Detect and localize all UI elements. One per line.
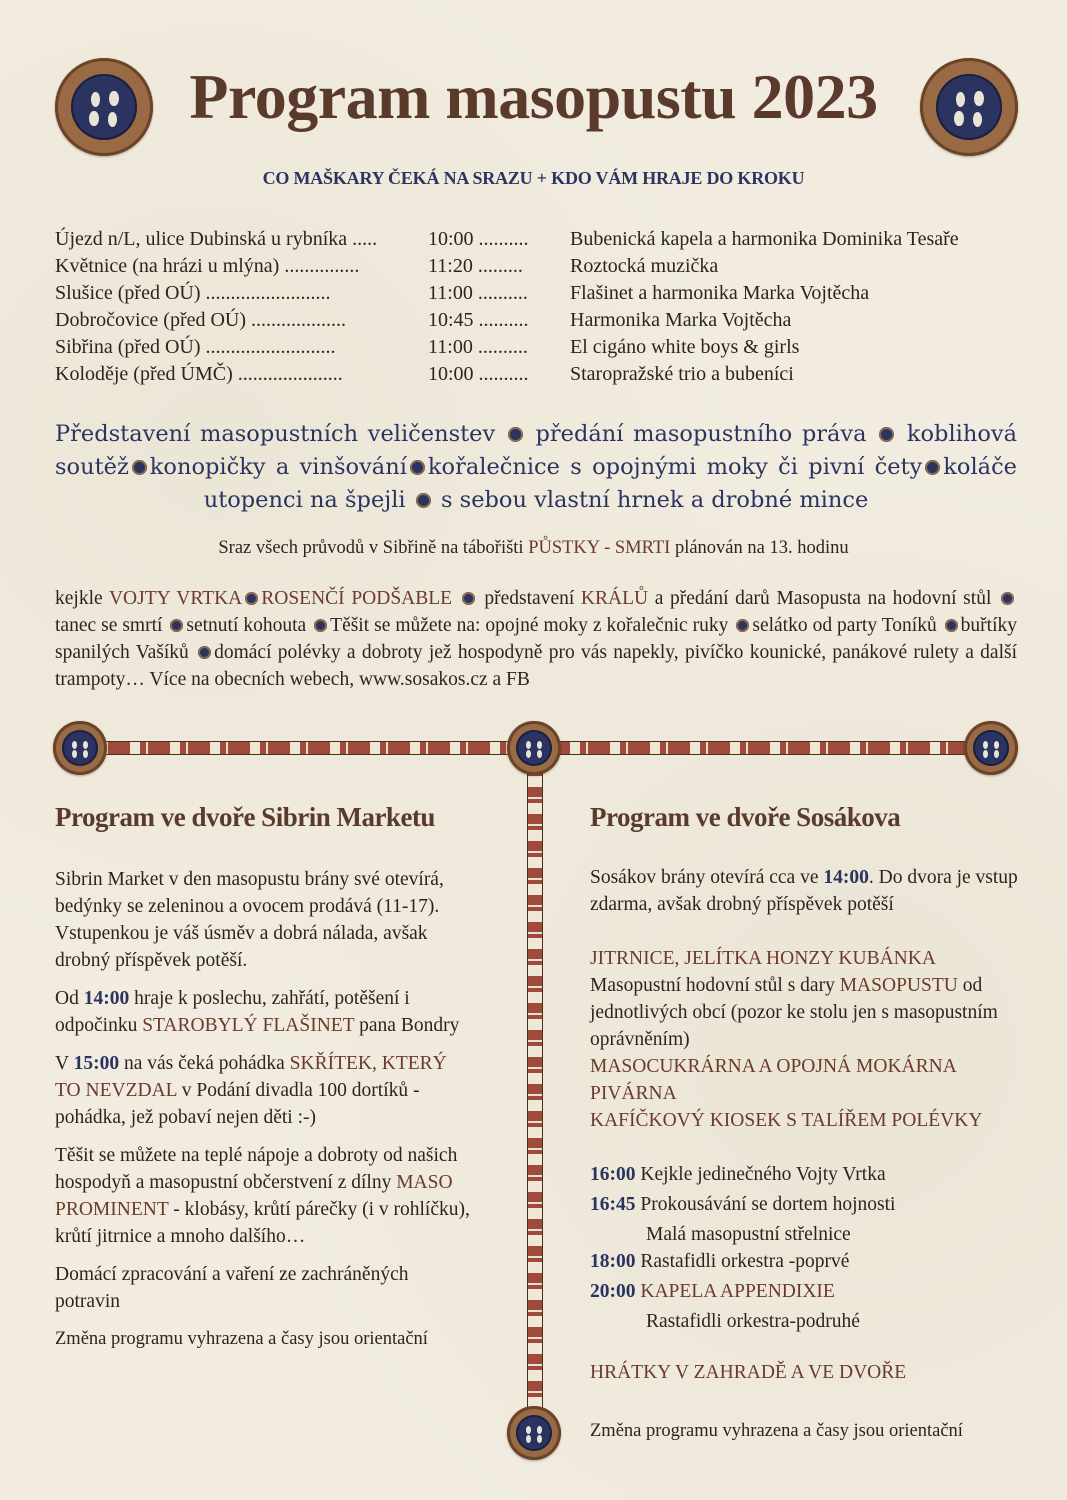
button-bullet-icon: [879, 427, 894, 442]
text: hraje k poslechu, zahřátí, potěšení i odpočinku: [55, 988, 410, 1036]
meeting-point-line: [0, 538, 1067, 559]
text: V: [55, 1053, 74, 1074]
text: Těšit se můžete na teplé nápoje a dobroty od našich hospodyň a masopustní občerstvení z dílny: [55, 1145, 458, 1193]
button-bullet-icon: [198, 646, 211, 659]
highlight-item: konopičky a vinšování: [149, 454, 407, 480]
left-column: [55, 866, 475, 1364]
highlight: MASO PROMINENT: [55, 1172, 453, 1220]
schedule-place: Újezd n/L, ulice Dubinská u rybníka .....: [55, 228, 378, 250]
event-extra: Malá masopustní střelnice: [646, 1224, 851, 1245]
highlight: SKŘÍTEK, KTERÝ TO NEVZDAL: [55, 1053, 447, 1101]
schedule-row: [55, 282, 1035, 309]
highlight-item: Představení masopustních veličenstev: [55, 421, 496, 447]
schedule-place: Sibřina (před OÚ) ..........................: [55, 336, 336, 358]
schedule-time: 11:00 ..........: [428, 282, 528, 304]
text: pana Bondry: [354, 1015, 460, 1036]
highlight-item: s sebou vlastní hrnek a drobné mince: [440, 487, 869, 513]
schedule-place: Slušice (před OÚ) .........................: [55, 282, 331, 304]
text: Sosákov brány otevírá cca ve: [590, 867, 824, 888]
button-decoration-center: [507, 721, 561, 775]
button-bullet-icon: [416, 493, 431, 508]
event-text: Prokousávání se dortem hojnosti: [635, 1194, 896, 1215]
right-column: [590, 864, 1020, 1445]
button-bullet-icon: [945, 619, 958, 632]
button-bullet-icon: [132, 460, 147, 475]
text: buřtíky spanilých Vašíků: [55, 615, 1018, 663]
schedule-row: [55, 363, 1035, 390]
right-highlight: KAFÍČKOVÝ KIOSEK S TALÍŘEM POLÉVKY: [590, 1110, 983, 1131]
schedule-row: [55, 255, 1035, 282]
event-extra: Rastafidli orkestra-podruhé: [646, 1311, 860, 1332]
schedule-time: 10:00 ..........: [428, 228, 529, 250]
event-item: [590, 1191, 1020, 1218]
text: Masopustní hodovní stůl s dary: [590, 975, 840, 996]
sraz-text-end: plánován na 13. hodinu: [670, 538, 849, 558]
page-title: Program masopustu 2023: [189, 61, 878, 132]
schedule-band: Harmonika Marka Vojtěcha: [570, 309, 792, 331]
highlight-item: kořalečnice s opojnými moky či pivní čety: [427, 454, 923, 480]
button-bullet-icon: [462, 592, 475, 605]
right-highlight: HRÁTKY V ZAHRADĚ A VE DVOŘE: [590, 1362, 907, 1383]
event-time: 16:00: [590, 1164, 636, 1185]
time: 14:00: [823, 867, 869, 888]
event-item: [590, 1248, 1020, 1275]
schedule-row: [55, 228, 1035, 255]
sraz-place: PŮSTKY - SMRTI: [528, 538, 671, 558]
button-decoration-bottom: [507, 1406, 561, 1460]
event-text: Kejkle jedinečného Vojty Vrtka: [635, 1164, 886, 1185]
event-item: [590, 1161, 1020, 1188]
highlight: VOJTY VRTKA: [108, 588, 243, 609]
highlight-item: koláče utopenci na špejli: [203, 454, 1017, 513]
button-bullet-icon: [410, 460, 425, 475]
highlight: KRÁLŮ: [580, 588, 649, 609]
text: selátko od party Toníků: [752, 615, 942, 636]
left-column-title: Program ve dvoře Sibrin Marketu: [55, 802, 435, 832]
program-paragraph: [55, 585, 1017, 693]
button-bullet-icon: [736, 619, 749, 632]
event-text: Rastafidli orkestra -poprvé: [635, 1251, 850, 1272]
text: v Podání divadla 100 dortíků - pohádka, jež pobaví nejen děti :-): [55, 1080, 420, 1128]
button-bullet-icon: [170, 619, 183, 632]
schedule-time: 11:00 ..........: [428, 336, 528, 358]
schedule-band: El cigáno white boys & girls: [570, 336, 800, 358]
right-column-title: Program ve dvoře Sosákova: [590, 802, 901, 832]
text: . Do dvora je vstup zdarma, avšak drobný příspěvek potěší: [590, 867, 1018, 915]
event-time: 16:45: [590, 1194, 636, 1215]
subtitle: CO MAŠKARY ČEKÁ NA SRAZU + KDO VÁM HRAJE DO KROKU: [262, 168, 805, 188]
left-paragraph: Domácí zpracování a vaření ze zachráněných potravin: [55, 1264, 409, 1312]
button-bullet-icon: [508, 427, 523, 442]
highlight: ROSENČÍ PODŠABLE: [261, 588, 453, 609]
text: Těšit se můžete na: opojné moky z kořalečnic ruky: [330, 615, 734, 636]
highlight-item: koblihová soutěž: [55, 421, 1017, 480]
sraz-text: Sraz všech průvodů v Sibřině na tábořišti: [218, 538, 529, 558]
schedule-band: Bubenická kapela a harmonika Dominika Tesaře: [570, 228, 959, 250]
schedule-time: 11:20 .........: [428, 255, 523, 277]
schedule-time: 10:00 ..........: [428, 363, 529, 385]
schedule-place: Koloděje (před ÚMČ) .....................: [55, 363, 343, 385]
highlights-paragraph: [55, 418, 1017, 517]
schedule-row: [55, 336, 1035, 363]
text: a předání darů Masopusta na hodovní stůl: [648, 588, 999, 609]
text: Od: [55, 988, 84, 1009]
left-note: Změna programu vyhrazena a časy jsou orientační: [55, 1329, 428, 1349]
text: od jednotlivých obcí (pozor ke stolu jen s masopustním oprávněním): [590, 975, 998, 1050]
text: domácí polévky a dobroty jež hospodyně pro vás napekly, pivíčko kounické, panákové rulety a další trampoty… Více na obecních webech, www.sosakos.cz a FB: [55, 642, 1018, 690]
right-paragraph: [590, 972, 1020, 1053]
button-bullet-icon: [245, 592, 258, 605]
time: 15:00: [73, 1053, 120, 1074]
right-highlight: MASOCUKRÁRNA A OPOJNÁ MOKÁRNA: [590, 1056, 957, 1077]
text: představení: [477, 588, 581, 609]
schedule-time: 10:45 ..........: [428, 309, 529, 331]
right-highlight: JITRNICE, JELÍTKA HONZY KUBÁNKA: [590, 948, 936, 969]
schedule-band: Staropražské trio a bubeníci: [570, 363, 794, 385]
schedule-row: [55, 309, 1035, 336]
button-decoration-left: [53, 721, 107, 775]
ribbon-vertical: [527, 760, 543, 1420]
highlight: MASOPUSTU: [839, 975, 958, 996]
button-bullet-icon: [1001, 592, 1014, 605]
event-time: 20:00: [590, 1281, 636, 1302]
schedule-band: Roztocká muzička: [570, 255, 719, 277]
text: - klobásy, krůtí párečky (i v rohlíčku), krůtí jitrnice a mnoho dalšího…: [55, 1199, 470, 1247]
time: 14:00: [83, 988, 130, 1009]
highlight-item: předání masopustního práva: [535, 421, 867, 447]
button-decoration-right: [964, 721, 1018, 775]
text: kejkle: [55, 588, 109, 609]
event-item: [590, 1278, 1020, 1305]
text: tanec se smrtí: [55, 615, 168, 636]
schedule-place: Dobročovice (před OÚ) ...................: [55, 309, 347, 331]
highlight: STAROBYLÝ FLAŠINET: [142, 1015, 355, 1036]
right-paragraph: [590, 864, 1020, 918]
event-time: 18:00: [590, 1251, 636, 1272]
meeting-schedule: [55, 228, 1035, 390]
left-paragraph: [55, 985, 475, 1039]
text: setnutí kohouta: [186, 615, 312, 636]
event-text: KAPELA APPENDIXIE: [635, 1281, 835, 1302]
events-list: [590, 1161, 1020, 1335]
left-paragraph: [55, 1142, 475, 1250]
text: na vás čeká pohádka: [119, 1053, 290, 1074]
left-paragraph: [55, 1050, 475, 1131]
right-highlight: PIVÁRNA: [590, 1083, 677, 1104]
button-bullet-icon: [314, 619, 327, 632]
schedule-band: Flašinet a harmonika Marka Vojtěcha: [570, 282, 870, 304]
left-paragraph: Sibrin Market v den masopustu brány své otevírá, bedýnky se zeleninou a ovocem prodává (11-17). Vstupenkou je váš úsměv a dobrá nálada, avšak drobný příspěvek potěší.: [55, 869, 444, 971]
schedule-place: Květnice (na hrázi u mlýna) ...............: [55, 255, 360, 277]
right-note: Změna programu vyhrazena a časy jsou orientační: [590, 1421, 963, 1441]
button-bullet-icon: [925, 460, 940, 475]
